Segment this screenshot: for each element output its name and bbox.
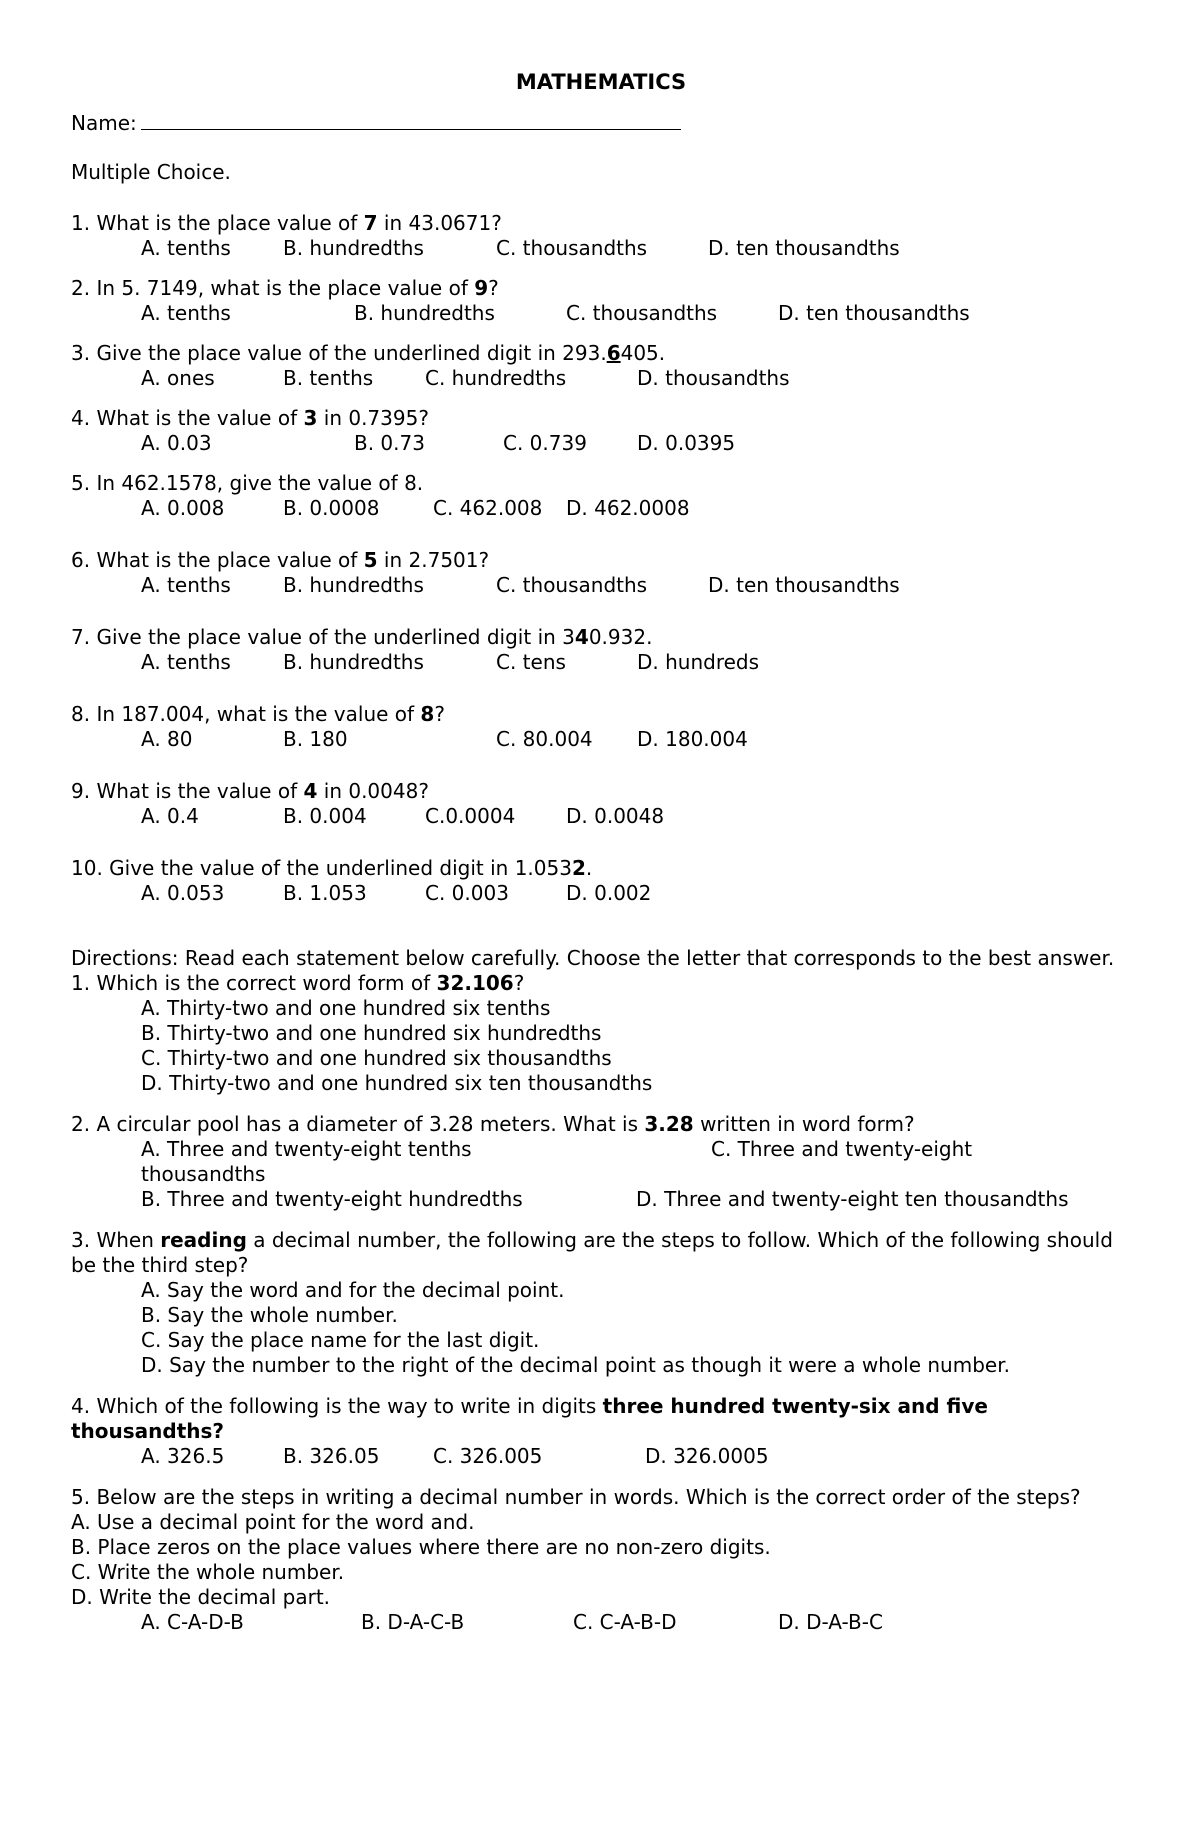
question-item bbox=[71, 1394, 1131, 1469]
question-item bbox=[71, 276, 1131, 326]
step-item: A. Use a decimal point for the word and. bbox=[71, 1510, 475, 1534]
answer-option: A. tenths bbox=[141, 573, 231, 597]
answer-option: A. Say the word and for the decimal point. bbox=[141, 1278, 565, 1302]
question-item bbox=[71, 406, 1131, 456]
answer-option: A. tenths bbox=[141, 236, 231, 260]
answer-option: D. hundreds bbox=[637, 650, 760, 674]
worksheet-page bbox=[71, 70, 1131, 1650]
answer-option: D. 0.002 bbox=[566, 881, 652, 905]
question-text: 8. In 187.004, what is the value of 8? bbox=[71, 702, 445, 726]
question-text: 7. Give the place value of the underlined digit in 340.932. bbox=[71, 625, 653, 649]
answer-option: C. 80.004 bbox=[496, 727, 593, 751]
answer-option: B. 180 bbox=[283, 727, 348, 751]
name-blank-line bbox=[141, 111, 681, 130]
question-item bbox=[71, 341, 1131, 391]
answer-option: D. 462.0008 bbox=[566, 496, 690, 520]
answer-option: C. 326.005 bbox=[433, 1444, 543, 1468]
answer-option: B. Thirty-two and one hundred six hundredths bbox=[141, 1021, 602, 1045]
question-text: 4. What is the value of 3 in 0.7395? bbox=[71, 406, 429, 430]
directions-text: Directions: Read each statement below carefully. Choose the letter that corresponds to the best answer. bbox=[71, 946, 1115, 970]
answer-option: C. thousandths bbox=[496, 573, 648, 597]
question-text: 2. In 5. 7149, what is the place value of 9? bbox=[71, 276, 499, 300]
answer-option: C. C-A-B-D bbox=[573, 1610, 677, 1634]
question-text: 5. Below are the steps in writing a decimal number in words. Which is the correct order of the steps? bbox=[71, 1485, 1081, 1509]
answer-option: B. 0.73 bbox=[354, 431, 425, 455]
answer-option: A. 326.5 bbox=[141, 1444, 225, 1468]
answer-option: D. 0.0395 bbox=[637, 431, 736, 455]
answer-option: C. 462.008 bbox=[433, 496, 543, 520]
answer-option: D. ten thousandths bbox=[708, 573, 900, 597]
answer-option: A. Three and twenty-eight tenths bbox=[141, 1137, 472, 1161]
name-row bbox=[71, 111, 1131, 136]
answer-option: C. Say the place name for the last digit. bbox=[141, 1328, 540, 1352]
answer-options bbox=[71, 1187, 1131, 1212]
question-text: 1. Which is the correct word form of 32.106? bbox=[71, 971, 525, 995]
answer-options bbox=[71, 1444, 1131, 1469]
answer-options bbox=[71, 1278, 1131, 1378]
answer-options bbox=[71, 496, 1131, 521]
question-item bbox=[71, 625, 1131, 675]
answer-option-continued: thousandths bbox=[141, 1162, 266, 1186]
answer-option: D. ten thousandths bbox=[778, 301, 970, 325]
answer-option: A. tenths bbox=[141, 301, 231, 325]
question-item bbox=[71, 971, 1131, 1096]
question-item bbox=[71, 779, 1131, 829]
multiple-choice-section bbox=[71, 211, 1131, 906]
answer-options bbox=[71, 366, 1131, 391]
question-item bbox=[71, 702, 1131, 752]
section-label: Multiple Choice. bbox=[71, 160, 231, 184]
answer-option: B. hundredths bbox=[354, 301, 495, 325]
question-item bbox=[71, 1485, 1131, 1635]
directions-section bbox=[71, 946, 1131, 1635]
answer-option: B. 1.053 bbox=[283, 881, 367, 905]
answer-option: A. C-A-D-B bbox=[141, 1610, 244, 1634]
answer-options bbox=[71, 573, 1131, 598]
answer-option: A. 0.008 bbox=[141, 496, 225, 520]
answer-option: A. 0.03 bbox=[141, 431, 212, 455]
answer-option: D. D-A-B-C bbox=[778, 1610, 883, 1634]
question-text: 6. What is the place value of 5 in 2.7501? bbox=[71, 548, 490, 572]
question-item bbox=[71, 1228, 1131, 1378]
answer-option: C. Three and twenty-eight bbox=[711, 1137, 973, 1161]
answer-option: D. 0.0048 bbox=[566, 804, 665, 828]
answer-option: A. Thirty-two and one hundred six tenths bbox=[141, 996, 551, 1020]
answer-options bbox=[71, 1610, 1131, 1635]
step-item: C. Write the whole number. bbox=[71, 1560, 345, 1584]
answer-options bbox=[71, 431, 1131, 456]
answer-option: B. tenths bbox=[283, 366, 374, 390]
answer-option: C. Thirty-two and one hundred six thousandths bbox=[141, 1046, 612, 1070]
question-text: 4. Which of the following is the way to write in digits three hundred twenty-six and five thousandths? bbox=[71, 1394, 988, 1443]
answer-option: D. Three and twenty-eight ten thousandths bbox=[636, 1187, 1069, 1211]
answer-options bbox=[71, 804, 1131, 829]
answer-option: A. 80 bbox=[141, 727, 193, 751]
step-list bbox=[71, 1510, 1131, 1610]
question-item bbox=[71, 856, 1131, 906]
answer-option: B. Three and twenty-eight hundredths bbox=[141, 1187, 523, 1211]
answer-option: D. 180.004 bbox=[637, 727, 748, 751]
question-item bbox=[71, 548, 1131, 598]
question-text: 3. When reading a decimal number, the following are the steps to follow. Which of the following should be the third step? bbox=[71, 1228, 1113, 1277]
answer-option: B. hundredths bbox=[283, 573, 424, 597]
answer-options bbox=[71, 301, 1131, 326]
question-item bbox=[71, 1112, 1131, 1212]
answer-options bbox=[71, 996, 1131, 1096]
name-label: Name: bbox=[71, 111, 137, 135]
answer-option: D. Say the number to the right of the decimal point as though it were a whole number. bbox=[141, 1353, 1010, 1377]
question-item bbox=[71, 211, 1131, 261]
answer-option: B. 0.0008 bbox=[283, 496, 380, 520]
answer-option: B. D-A-C-B bbox=[361, 1610, 465, 1634]
answer-options bbox=[71, 1137, 1131, 1187]
answer-option: D. Thirty-two and one hundred six ten thousandths bbox=[141, 1071, 653, 1095]
question-item bbox=[71, 471, 1131, 521]
answer-option: B. hundredths bbox=[283, 650, 424, 674]
question-text: 1. What is the place value of 7 in 43.0671? bbox=[71, 211, 502, 235]
answer-option: B. Say the whole number. bbox=[141, 1303, 398, 1327]
answer-options bbox=[71, 881, 1131, 906]
answer-option: D. ten thousandths bbox=[708, 236, 900, 260]
answer-option: B. 0.004 bbox=[283, 804, 367, 828]
question-text: 9. What is the value of 4 in 0.0048? bbox=[71, 779, 429, 803]
step-item: D. Write the decimal part. bbox=[71, 1585, 331, 1609]
answer-option: C. hundredths bbox=[425, 366, 567, 390]
answer-option: C. thousandths bbox=[566, 301, 718, 325]
answer-option: A. ones bbox=[141, 366, 215, 390]
answer-option: B. 326.05 bbox=[283, 1444, 380, 1468]
answer-options bbox=[71, 236, 1131, 261]
answer-options bbox=[71, 727, 1131, 752]
answer-option: C. thousandths bbox=[496, 236, 648, 260]
page-title: MATHEMATICS bbox=[515, 70, 687, 94]
answer-option: C. 0.739 bbox=[503, 431, 587, 455]
question-text: 5. In 462.1578, give the value of 8. bbox=[71, 471, 424, 495]
answer-option: C. tens bbox=[496, 650, 566, 674]
answer-option: A. 0.4 bbox=[141, 804, 199, 828]
question-text: 3. Give the place value of the underlined digit in 293.6405. bbox=[71, 341, 666, 365]
answer-option: C. 0.003 bbox=[425, 881, 509, 905]
answer-options bbox=[71, 650, 1131, 675]
answer-option: A. 0.053 bbox=[141, 881, 225, 905]
answer-option: B. hundredths bbox=[283, 236, 424, 260]
answer-option: A. tenths bbox=[141, 650, 231, 674]
answer-option: D. thousandths bbox=[637, 366, 790, 390]
question-text: 10. Give the value of the underlined digit in 1.0532. bbox=[71, 856, 593, 880]
answer-option: D. 326.0005 bbox=[645, 1444, 769, 1468]
question-text: 2. A circular pool has a diameter of 3.28 meters. What is 3.28 written in word form? bbox=[71, 1112, 915, 1136]
step-item: B. Place zeros on the place values where there are no non-zero digits. bbox=[71, 1535, 771, 1559]
answer-option: C.0.0004 bbox=[425, 804, 516, 828]
